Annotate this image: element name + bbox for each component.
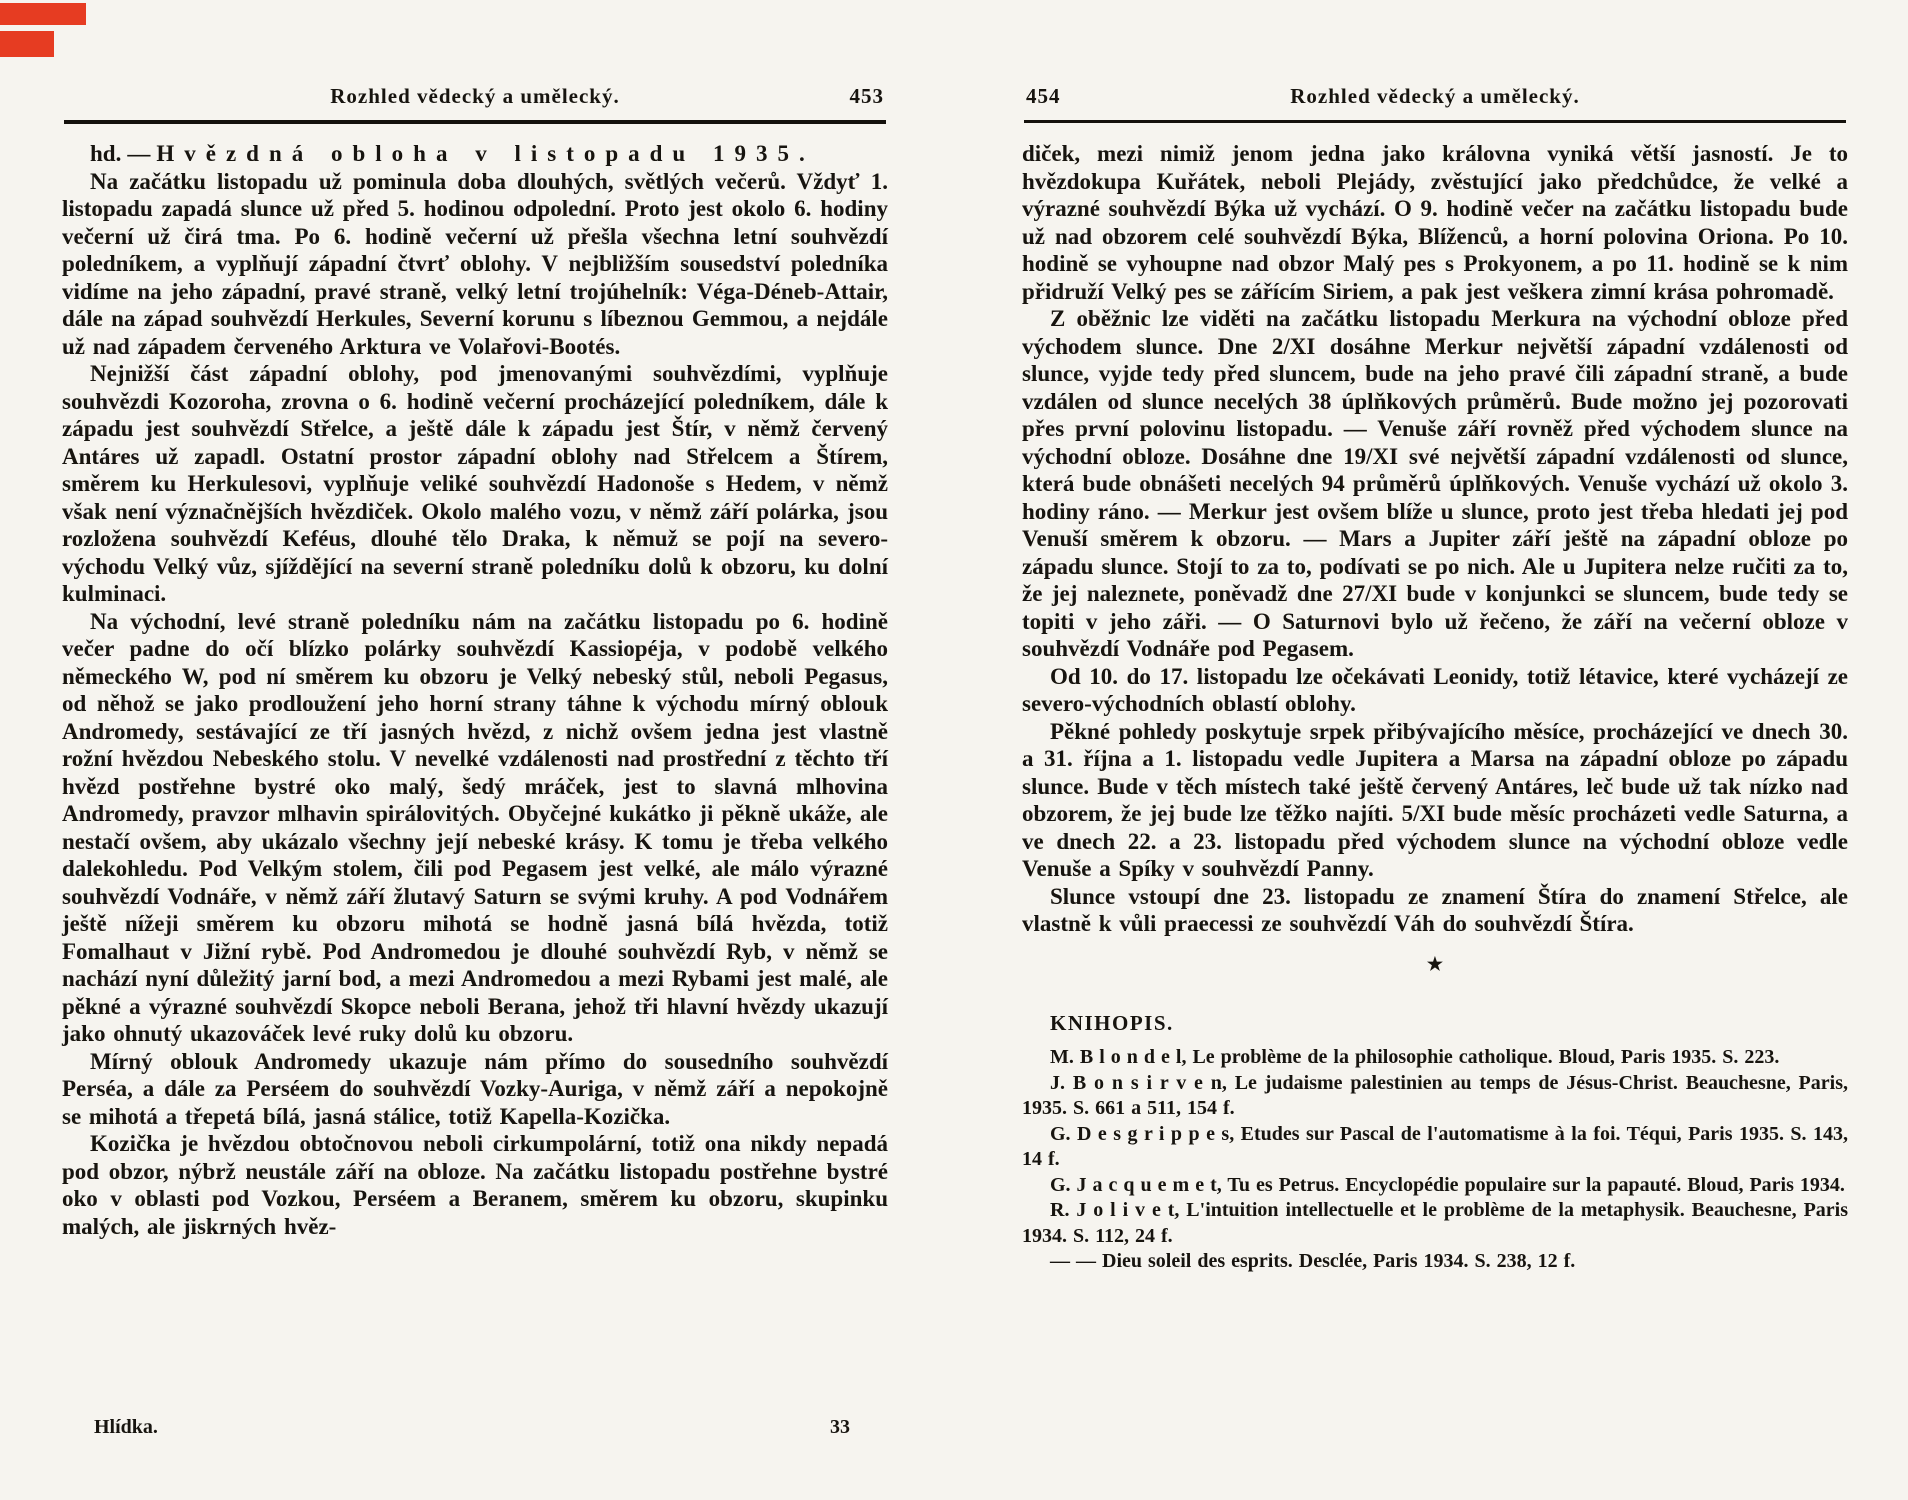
page-454 [1022, 0, 1848, 1500]
star-separator-icon: ★ [1426, 953, 1444, 974]
page-453 [62, 0, 888, 1500]
red-scan-mark-bottom [0, 31, 54, 57]
left-page-body [62, 140, 888, 1240]
article-signature: hd. [90, 141, 122, 166]
paragraph: Z oběžnic lze viděti na začátku listopadu Merkura na východní obloze před východem slunce. Dne 2/XI dosáhne Merkur největší západní vzdálenosti od slunce, vyjde tedy před sluncem, bude na jeho pravé čili západní straně, a bude vzdálen od slunce necelých 38 úplňkových průměrů. Bude možno jej pozorovati přes první polovinu listopadu. — Venuše září rovněž před východem slunce na východní obloze. Dosáhne dne 19/XI své největší západní vzdálenosti od slunce, která bude obnášeti necelých 94 průměrů úplňkových. Venuše vychází už okolo 3. hodiny ráno. — Merkur jest ovšem blíže u slunce, proto jest třeba hledati jej pod Venuší směrem k obzoru. — Mars a Jupiter září ještě na západní obloze po západu slunce. Stojí to za to, podívati se po nich. Ale u Jupitera nelze ručiti za to, že jej naleznete, poněvadž dne 27/XI bude v konjunkci se sluncem, bude tedy se topiti v jeho záři. — O Saturnovi bylo už řečeno, že září na večerní obloze v souhvězdí Vodnáře pod Pegasem. [1022, 306, 1848, 661]
title-dash: — [127, 141, 151, 166]
bibliography-entry: G. D e s g r i p p e s, Etudes sur Pascal de l'automatisme à la foi. Téqui, Paris 1935. S. 143, 14 f. [1022, 1122, 1848, 1170]
article-title: Hvězdná obloha v listopadu 1935. [156, 141, 815, 166]
paragraph: Mírný oblouk Andromedy ukazuje nám přímo do sousedního souhvězdí Perséa, a dále za Perséem do souhvězdí Vozky-Auriga, v němž září a nepokojně se mihotá a třepetá bílá, jasná stálice, totiž Kapella-Kozička. [62, 1048, 888, 1129]
paragraph: Na začátku listopadu už pominula doba dlouhých, světlých večerů. Vždyť 1. listopadu zapadá slunce už před 5. hodinou odpolední. Proto jest okolo 6. hodiny večerní už čirá tma. Po 6. hodině večerní už přešla všechna letní souhvězdí poledníkem, a vyplňují západní čtvrť oblohy. V nejbližším sousedství poledníka vidíme na jeho západní, pravé straně, velký letní trojúhelník: Véga-Déneb-Attair, dále na západ souhvězdí Herkules, Severní korunu s líbeznou Gemmou, a nejdále už nad západem červeného Arktura ve Volařovi-Bootés. [62, 168, 888, 359]
left-running-title: Rozhled vědecký a umělecký. [330, 84, 620, 108]
article-title-line [62, 140, 888, 168]
bibliography-entry: J. B o n s i r v e n, Le judaisme palestinien au temps de Jésus-Christ. Beauchesne, Paris, 1935. S. 661 a 511, 154 f. [1022, 1071, 1848, 1119]
signature-number: 33 [830, 1416, 850, 1438]
paragraph: diček, mezi nimiž jenom jedna jako královna vyniká větší jasností. Je to hvězdokupa Kuřátek, neboli Plejády, zvěstující jako předchůdce, že velké a výrazné souhvězdí Býka už vychází. O 9. hodině večer na začátku listopadu bude už nad obzorem celé souhvězdí Býka, Blíženců, a horní polovina Oriona. Po 10. hodině se vyhoupne nad obzor Malý pes s Prokyonem, a po 11. hodině se k nim přidruží Velký pes se zářícím Siriem, a pak jest veškera zimní krása pohromadě. [1022, 141, 1848, 304]
bibliography-entry: M. B l o n d e l, Le problème de la philosophie catholique. Bloud, Paris 1935. S. 223. [1050, 1046, 1780, 1068]
bibliography-list [1022, 1045, 1848, 1275]
bibliography-entry: — — Dieu soleil des esprits. Desclée, Paris 1934. S. 238, 12 f. [1050, 1250, 1576, 1272]
right-page-number: 454 [1026, 84, 1061, 108]
left-page-footer [62, 1416, 888, 1444]
paragraph: Na východní, levé straně poledníku nám na začátku listopadu po 6. hodině večer padne do očí blízko polárky souhvězdí Kassiopéja, v podobě velkého německého W, pod ní směrem ku obzoru je Velký nebeský stůl, neboli Pegasus, od něhož se jako prodloužení jeho horní strany táhne k východu mírný oblouk Andromedy, sestávající ze tří jasných hvězd, z nichž ovšem jedna jest vlastně rožní hvězdou Nebeského stolu. V nevelké vzdálenosti nad prostřední z těchto tří hvězd postřehne bystré oko malý, šedý mráček, jest to slavná mlhovina Andromedy, pravzor mlhavin spirálovitých. Obyčejné kukátko ji pěkně ukáže, ale nestačí ovšem, aby ukázalo všechny její nebeské krásy. K tomu je třeba velkého dalekohledu. Pod Velkým stolem, čili pod Pegasem jest velké, ale málo výrazné souhvězdí Vodnáře, v němž září žlutavý Saturn se svými kruhy. A pod Vodnářem ještě nížeji směrem ku obzoru mihotá se hodně jasná bílá hvězda, totiž Fomalhaut v Jižní rybě. Pod Andromedou je dlouhé souhvězdí Ryb, v němž se nachází nyní důležitý jarní bod, a mezi Andromedou a mezi Rybami jest malé, ale pěkné a výrazné souhvězdí Skopce neboli Berana, jehož tři hlavní hvězdy ukazují jako ohnutý ukazováček levé ruky dolů ku obzoru. [62, 608, 888, 1046]
bibliography-entry: R. J o l i v e t, L'intuition intellectuelle et le problème de la metaphysik. Beauchesne, Paris 1934. S. 112, 24 f. [1022, 1199, 1848, 1247]
paragraph: Nejnižší část západní oblohy, pod jmenovanými souhvězdími, vyplňuje souhvězdi Kozoroha, zrovna o 6. hodině večerní procházející poledníkem, dále k západu jest souhvězdí Střelce, a ještě dále k západu jest Štír, v němž červený Antáres už zapadl. Ostatní prostor západní oblohy nad Střelcem a Štírem, směrem ku Herkulesovi, vyplňuje veliké souhvězdí Hadonoše s Hedem, v němž však není význačnějších hvězdiček. Okolo malého vozu, v němž září polárka, jsou rozložena souhvězdí Keféus, dlouhé tělo Draka, k němuž se pojí na severo-východu Velký vůz, sjíždějící na severní straně poledníku dolů k obzoru, ku dolní kulminaci. [62, 361, 888, 606]
left-page-number: 453 [849, 84, 884, 108]
right-running-head [1022, 84, 1848, 116]
paragraph: Od 10. do 17. listopadu lze očekávati Leonidy, totiž létavice, které vycházejí ze severo-východních oblastí oblohy. [1022, 663, 1848, 716]
paragraph: Slunce vstoupí dne 23. listopadu ze znamení Štíra do znamení Střelce, ale vlastně k vůli praecessi ze souhvězdí Váh do souhvězdí Štíra. [1022, 883, 1848, 936]
left-header-rule [64, 120, 886, 124]
paragraph: Pěkné pohledy poskytuje srpek přibývajícího měsíce, procházející ve dnech 30. a 31. října a 1. listopadu vedle Jupitera a Marsa na západní obloze po západu slunce. Bude v těch místech také ještě červený Antáres, leč bude už tak nízko nad obzorem, že jej bude lze těžko najíti. 5/XI bude měsíc procházeti vedle Saturna, a ve dnech 22. a 23. listopadu před východem slunce na východní obloze vedle Venuše a Spíky v souhvězdí Panny. [1022, 718, 1848, 881]
right-page-body [1022, 140, 1848, 1275]
journal-name: Hlídka. [94, 1416, 158, 1438]
left-running-head [62, 84, 888, 116]
right-header-rule [1024, 120, 1846, 123]
bibliography-entry: G. J a c q u e m e t, Tu es Petrus. Encyclopédie populaire sur la papauté. Bloud, Paris 1934. [1050, 1173, 1845, 1196]
paragraph: Kozička je hvězdou obtočnovou neboli cirkumpolární, totiž ona nikdy nepadá pod obzor, nýbrž neustále září na obloze. Na začátku listopadu postřehne bystré oko v oblasti pod Vozkou, Perséem a Beranem, směrem ku obzoru, skupinku malých, ale jiskrných hvěz- [62, 1131, 888, 1239]
bibliography-heading: KNIHOPIS. [1050, 1010, 1174, 1035]
right-running-title: Rozhled vědecký a umělecký. [1290, 84, 1580, 108]
